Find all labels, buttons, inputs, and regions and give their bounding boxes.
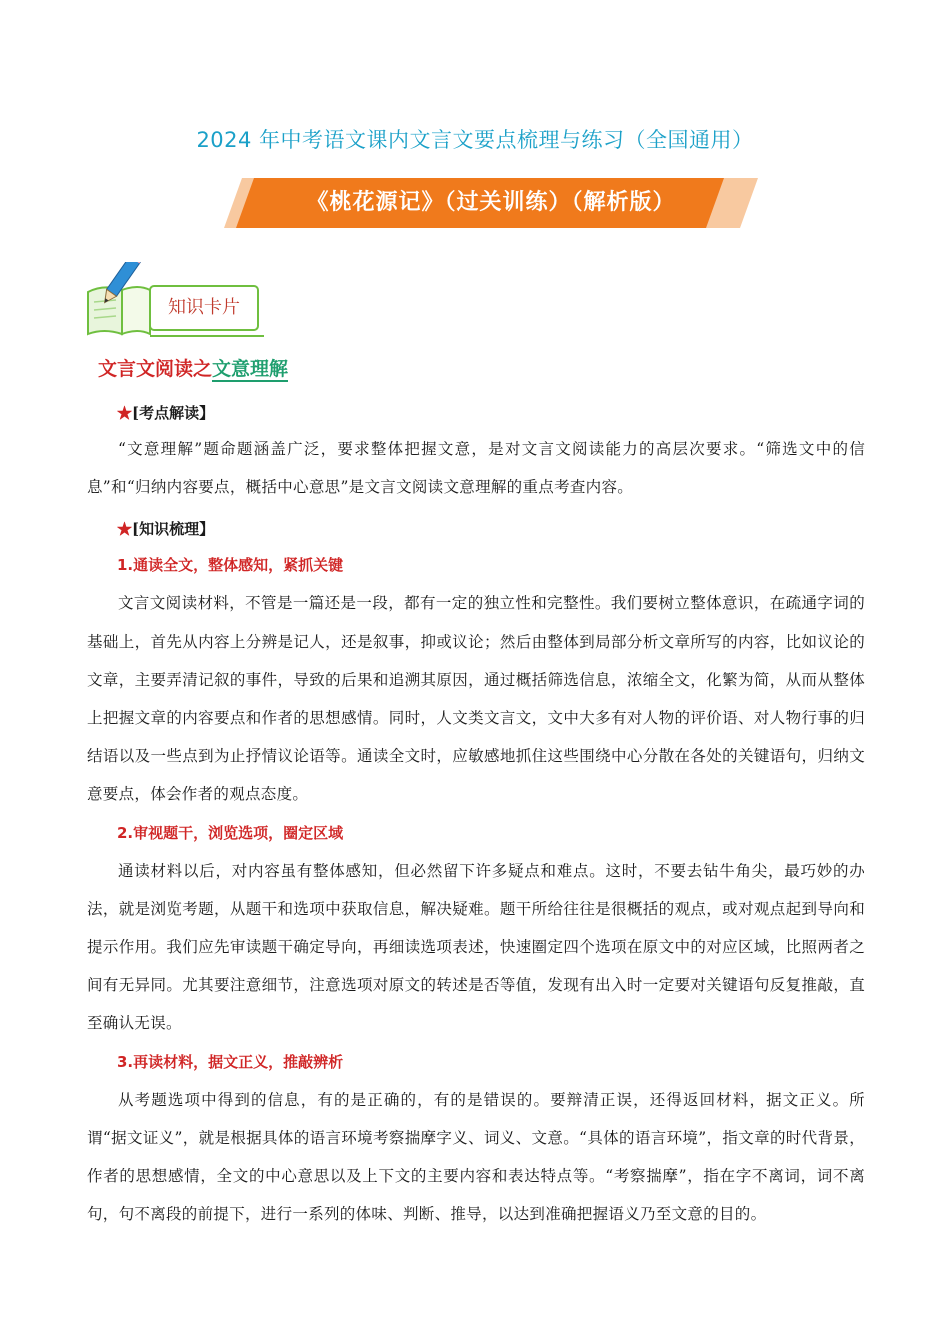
point-3-text: 从考题选项中得到的信息，有的是正确的，有的是错误的。要辩清正误，还得返回材料，据文正义。所谓“据文证义”，就是根据具体的语言环境考察揣摩字义、词义、文意。“具体的语言环境”，指文章的时代背景，作者的思想感情，全文的中心意思以及上下文的主要内容和表达特点等。“考察揣摩”，指在字不离词，词不离句，句不离段的前提下，进行一系列的体味、判断、推导，以达到准确把握语义乃至文意的目的。 — [87, 1090, 865, 1224]
tag-kaodian-text: [考点解读】 — [132, 404, 215, 422]
section-title-prefix: 文言文阅读之 — [98, 358, 213, 380]
point-3-heading: 3.再读材料，据文正义，推敲辨析 — [117, 1052, 344, 1071]
banner-title: 《桃花源记》（过关训练）（解析版） — [306, 190, 676, 215]
star-icon: ★ — [117, 520, 133, 539]
tag-shuli — [117, 512, 865, 546]
tag-shuli-text: [知识梳理】 — [132, 520, 215, 539]
point-1-text: 文言文阅读材料，不管是一篇还是一段，都有一定的独立性和完整性。我们要树立整体意识，在疏通字词的基础上，首先从内容上分辨是记人，还是叙事，抑或议论；然后由整体到局部分析文章所写的内容，比如议论的文章，主要弄清记叙的事件，导致的后果和追溯其原因，通过概括筛选信息，浓缩全文，化繁为简，从而从整体上把握文章的内容要点和作者的思想感情。同时，人文类文言文，文中大多有对人物的评价语、对人物行事的归结语以及一些点到为止抒情议论语等。通读全文时，应敏感地抓住这些围绕中心分散在各处的关键语句，归纳文意要点，体会作者的观点态度。 — [87, 594, 865, 804]
section-title — [98, 354, 288, 381]
point-2-text: 通读材料以后，对内容虽有整体感知，但必然留下许多疑点和难点。这时，不要去钻牛角尖，最巧妙的办法，就是浏览考题，从题干和选项中获取信息，解决疑难。题干所给往往是很概括的观点，或对观点起到导向和提示作用。我们应先审读题干确定导向，再细读选项表述，快速圈定四个选项在原文中的对应区域，比照两者之间有无异同。尤其要注意细节，注意选项对原文的转述是否等值，发现有出入时一定要对关键语句反复推敲，直至确认无误。 — [87, 861, 865, 1033]
point-1-heading: 1.通读全文，整体感知，紧抓关键 — [117, 556, 344, 575]
intro-paragraph: “文意理解”题命题涵盖广泛，要求整体把握文意，是对文言文阅读能力的高层次要求。“筛选文中的信息”和“归纳内容要点，概括中心意思”是文言文阅读文意理解的重点考查内容。 — [87, 440, 865, 497]
document-body — [87, 396, 865, 1233]
document-title: 2024 年中考语文课内文言文要点梳理与练习（全国通用） — [196, 128, 754, 152]
title-banner — [224, 178, 758, 228]
star-icon: ★ — [117, 404, 133, 422]
section-title-highlight: 文意理解 — [212, 358, 289, 380]
knowledge-card-label: 知识卡片 — [168, 297, 240, 318]
tag-kaodian — [117, 396, 865, 430]
point-2-heading: 2.审视题干，浏览选项，圈定区域 — [117, 823, 344, 842]
